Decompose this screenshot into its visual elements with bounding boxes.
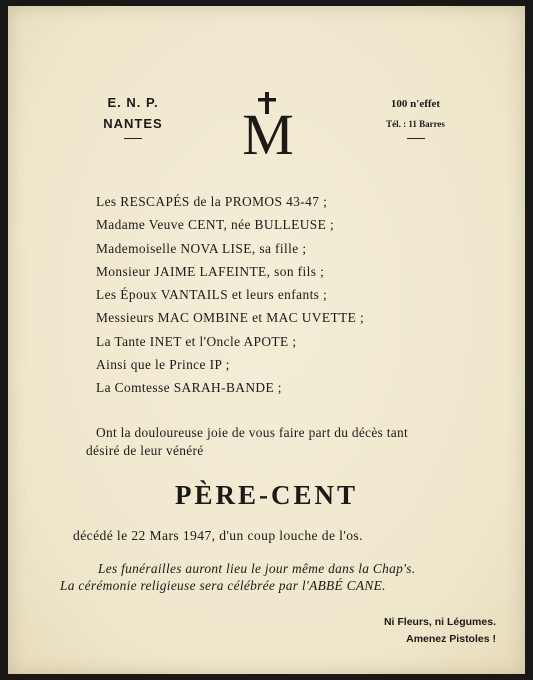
- funeral-info: [60, 560, 500, 594]
- family-line: Les Époux VANTAILS et leurs enfants ;: [96, 287, 328, 303]
- divider: [124, 138, 142, 139]
- family-line: La Tante INET et l'Oncle APOTE ;: [96, 333, 297, 349]
- family-line: Monsieur JAIME LAFEINTE, son fils ;: [96, 263, 325, 279]
- announcement-line: désiré de leur vénéré: [86, 443, 204, 458]
- school-city: NANTES: [103, 116, 163, 131]
- print-run: 100 n'effet: [390, 98, 441, 110]
- footer-line: Amenez Pistoles !: [406, 633, 496, 645]
- death-line: décédé le 22 Mars 1947, d'un coup louche de l'os.: [73, 528, 363, 543]
- announcement-line: Ont la douloureuse joie de vous faire part du décès tant: [96, 425, 409, 440]
- header-right: [358, 94, 473, 139]
- footer-note: [326, 614, 496, 648]
- cross-monogram-icon: [234, 92, 304, 162]
- funeral-line: Les funérailles auront lieu le jour même dans la Chap's.: [98, 561, 416, 576]
- footer-line: Ni Fleurs, ni Légumes.: [383, 616, 496, 628]
- family-line: La Comtesse SARAH-BANDE ;: [96, 380, 282, 396]
- announcement-text: [86, 424, 496, 460]
- funeral-line: La cérémonie religieuse sera célébrée par l'ABBÉ CANE.: [60, 578, 386, 593]
- phone: Tél. : 11 Barres: [386, 119, 445, 129]
- family-line: Madame Veuve CENT, née BULLEUSE ;: [96, 217, 335, 233]
- school-initials: E. N. P.: [107, 95, 159, 110]
- monogram-letter: M: [242, 102, 294, 162]
- divider: [407, 138, 425, 139]
- family-line: Mademoiselle NOVA LISE, sa fille ;: [96, 240, 307, 256]
- family-line: Messieurs MAC OMBINE et MAC UVETTE ;: [96, 310, 365, 326]
- family-line: Ainsi que le Prince IP ;: [96, 357, 230, 373]
- family-line: Les RESCAPÉS de la PROMOS 43-47 ;: [96, 194, 328, 209]
- announcement-sheet: [8, 6, 525, 674]
- header-left: [78, 92, 188, 139]
- deceased-name: PÈRE-CENT: [174, 480, 358, 510]
- family-list: [96, 190, 516, 400]
